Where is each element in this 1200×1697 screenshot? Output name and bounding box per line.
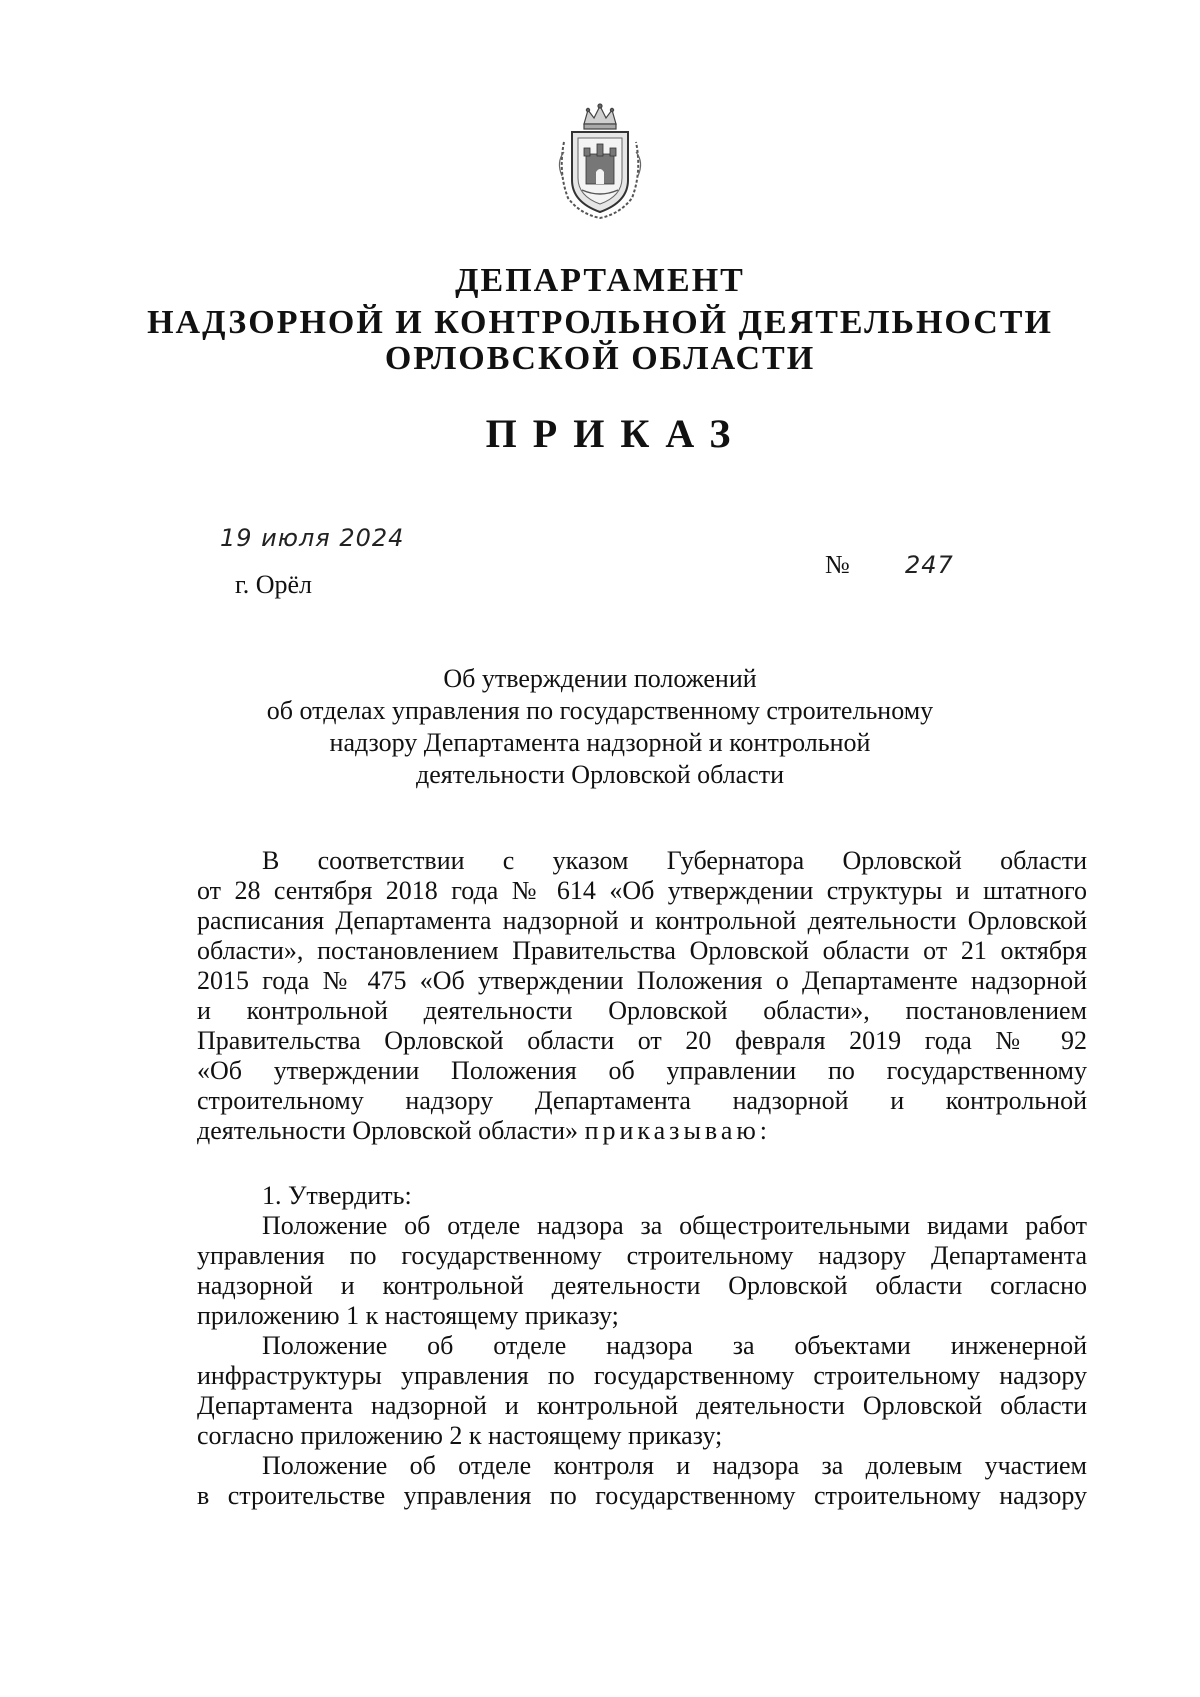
city-label: г. Орёл — [235, 570, 313, 599]
handwritten-order-number: 247 — [905, 551, 954, 579]
text-line — [197, 1116, 1087, 1146]
handwritten-date: 19 июля 2024 — [220, 524, 405, 552]
item1-block — [197, 1181, 1087, 1511]
text-line: расписания Департамента надзорной и контрольной деятельности Орловской — [197, 906, 1087, 935]
department-title-line2: НАДЗОРНОЙ И КОНТРОЛЬНОЙ ДЕЯТЕЛЬНОСТИ — [147, 304, 1053, 341]
text-line: надзорной и контрольной деятельности Орловской области согласно — [197, 1271, 1087, 1300]
text-line: управления по государственному строительному надзору Департамента — [197, 1241, 1087, 1270]
order-title: ПРИКАЗ — [485, 411, 747, 456]
text-line: Положение об отделе надзора за объектами инженерной — [262, 1331, 1087, 1360]
text-line: Положение об отделе контроля и надзора за долевым участием — [262, 1451, 1087, 1480]
text-line: В соответствии с указом Губернатора Орловской области — [262, 846, 1087, 875]
text-line: Департамента надзорной и контрольной деятельности Орловской области — [197, 1391, 1087, 1420]
text-line: области», постановлением Правительства Орловской области от 21 октября — [197, 936, 1087, 965]
text-line: инфраструктуры управления по государственному строительному надзору — [197, 1361, 1087, 1390]
department-title-line3: ОРЛОВСКОЙ ОБЛАСТИ — [384, 340, 816, 377]
text-fragment: деятельности Орловской области» — [197, 1116, 579, 1145]
preamble-paragraph — [197, 846, 1087, 1146]
department-title-line1: ДЕПАРТАМЕНТ — [455, 262, 745, 299]
coat-of-arms-emblem — [554, 102, 646, 220]
text-line: приложению 1 к настоящему приказу; — [197, 1301, 619, 1330]
text-line: «Об утверждении Положения об управлении по государственному — [197, 1056, 1087, 1085]
text-line: в строительстве управления по государственному строительному надзору — [197, 1481, 1087, 1510]
order-word: приказываю: — [584, 1116, 772, 1145]
text-line: строительному надзору Департамента надзорной и контрольной — [197, 1086, 1087, 1115]
text-line: Положение об отделе надзора за общестроительными видами работ — [262, 1211, 1087, 1240]
text-line: Правительства Орловской области от 20 февраля 2019 года № 92 — [197, 1026, 1087, 1055]
text-line: от 28 сентября 2018 года № 614 «Об утверждении структуры и штатного — [197, 876, 1087, 905]
text-line: и контрольной деятельности Орловской области», постановлением — [197, 996, 1087, 1025]
subject-line: надзору Департамента надзорной и контрольной — [329, 728, 871, 757]
item-heading: 1. Утвердить: — [262, 1181, 412, 1210]
text-line: 2015 года № 475 «Об утверждении Положения о Департаменте надзорной — [197, 966, 1087, 995]
number-sign: № — [825, 550, 850, 579]
subject-line: деятельности Орловской области — [415, 760, 785, 789]
order-subject — [0, 663, 1200, 791]
subject-line: Об утверждении положений — [443, 664, 757, 693]
text-line: согласно приложению 2 к настоящему приказу; — [197, 1421, 723, 1450]
subject-line: об отделах управления по государственному строительному — [266, 696, 934, 725]
